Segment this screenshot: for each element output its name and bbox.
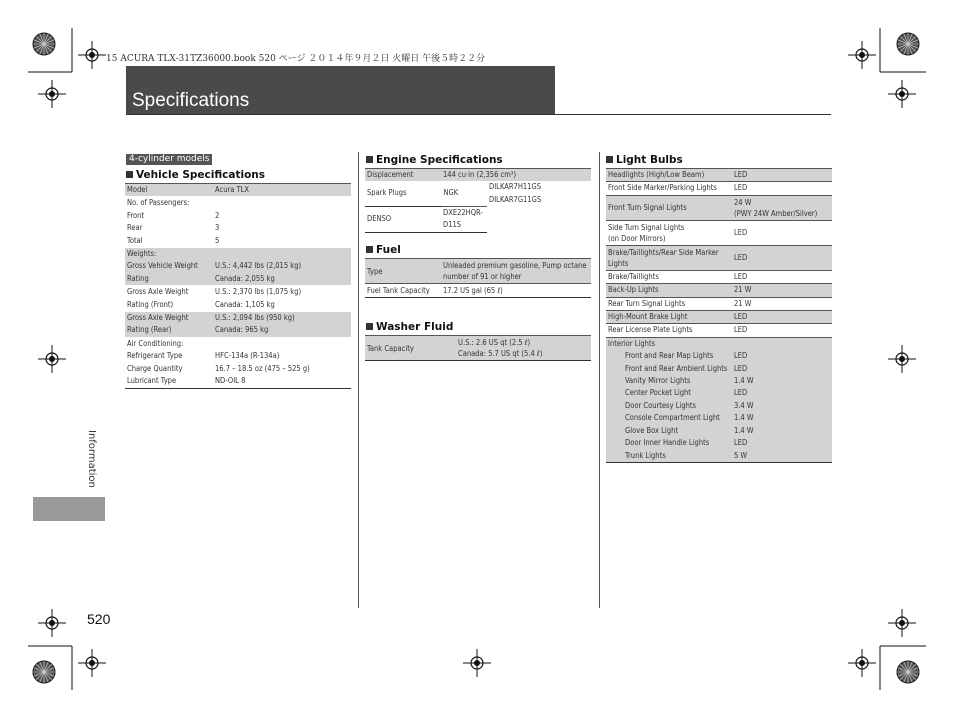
cell-value: LED bbox=[732, 363, 832, 375]
fuel-type-line-1: Unleaded premium gasoline, Pump octane bbox=[443, 261, 587, 270]
cell-label-line: Brake/Taillights/Rear Side Marker bbox=[608, 247, 719, 257]
cell-value bbox=[441, 259, 591, 284]
cell-value: HFC-134a (R-134a) bbox=[215, 351, 280, 361]
cell-label: Interior Lights bbox=[606, 337, 732, 350]
color-rosette-icon bbox=[897, 33, 919, 55]
vehicle-specs-heading-text: Vehicle Specifications bbox=[136, 169, 266, 181]
cell-label: Front Turn Signal Lights bbox=[606, 195, 732, 220]
table-row bbox=[606, 337, 832, 350]
table-row bbox=[606, 220, 832, 245]
cell-value-line: (PWY 24W Amber/Silver) bbox=[734, 208, 818, 218]
cell-value: LED bbox=[732, 270, 832, 283]
registration-target-icon bbox=[46, 353, 58, 365]
table-row bbox=[125, 350, 351, 362]
cell-label: High-Mount Brake Light bbox=[606, 311, 732, 324]
table-row bbox=[125, 312, 351, 325]
vehicle-specs-table bbox=[125, 183, 351, 389]
cell-value: LED bbox=[732, 220, 832, 245]
table-row bbox=[606, 363, 832, 375]
fuel-table bbox=[365, 258, 591, 298]
cell-value bbox=[732, 337, 832, 350]
cell-value: Canada: 1,105 kg bbox=[215, 299, 275, 309]
cell-value: LED bbox=[732, 387, 832, 399]
square-bullet-icon bbox=[366, 156, 373, 163]
cell-value: LED bbox=[732, 324, 832, 337]
cell-label: Displacement bbox=[365, 169, 441, 182]
registration-target-icon bbox=[896, 353, 908, 365]
square-bullet-icon bbox=[366, 323, 373, 330]
registration-target-icon bbox=[896, 88, 908, 100]
section-tab-marker bbox=[33, 497, 105, 521]
table-row bbox=[606, 195, 832, 220]
cell-value: Acura TLX bbox=[213, 184, 351, 197]
cell-label: Rating (Front) bbox=[127, 299, 174, 309]
cell-value: 17.2 US gal (65 ℓ) bbox=[441, 284, 591, 298]
table-row bbox=[606, 412, 832, 424]
square-bullet-icon bbox=[366, 246, 373, 253]
cell-label: Gross Axle Weight bbox=[125, 286, 213, 299]
table-row bbox=[606, 169, 832, 182]
cell-value: LED bbox=[732, 182, 832, 195]
title-bar bbox=[126, 66, 555, 114]
cell-label: Console Compartment Light bbox=[606, 412, 732, 424]
table-row bbox=[125, 260, 351, 272]
cell-value: DILKAR7H11GS bbox=[489, 182, 542, 192]
cell-label: Fuel Tank Capacity bbox=[365, 284, 441, 298]
cell-label: Model bbox=[125, 184, 213, 197]
cell-label-line: (on Door Mirrors) bbox=[608, 233, 666, 243]
cell-value: 1.4 W bbox=[732, 375, 832, 387]
table-row bbox=[125, 222, 351, 234]
cell-value: Canada: 2,055 kg bbox=[213, 273, 351, 286]
cell-label: Rear License Plate Lights bbox=[606, 324, 732, 337]
registration-target-icon bbox=[856, 49, 868, 61]
table-row bbox=[365, 206, 591, 232]
registration-target-icon bbox=[896, 617, 908, 629]
registration-target-icon bbox=[46, 617, 58, 629]
cell-value: LED bbox=[732, 437, 832, 449]
cell-sub-label: DENSO bbox=[365, 206, 441, 232]
cell-value: 3.4 W bbox=[732, 400, 832, 412]
cell-label: Rear bbox=[127, 223, 143, 233]
table-row bbox=[606, 297, 832, 310]
table-row bbox=[125, 363, 351, 375]
table-row bbox=[125, 324, 351, 337]
cell-value: 16.7 – 18.5 oz (475 – 525 g) bbox=[215, 363, 310, 373]
table-row bbox=[125, 375, 351, 388]
cell-label: Trunk Lights bbox=[606, 450, 732, 463]
cell-label: Glove Box Light bbox=[606, 425, 732, 437]
table-row bbox=[606, 324, 832, 337]
table-row bbox=[125, 197, 351, 210]
cell-value bbox=[456, 336, 591, 361]
table-row bbox=[365, 284, 591, 298]
engine-specs-heading-text: Engine Specifications bbox=[376, 154, 503, 166]
cell-value-line: 24 W bbox=[734, 197, 752, 207]
cell-label: Spark Plugs bbox=[365, 181, 441, 206]
cell-sub-label: NGK bbox=[441, 181, 487, 206]
table-row bbox=[365, 169, 591, 182]
cell-label: Front and Rear Map Lights bbox=[606, 350, 732, 362]
cell-label bbox=[606, 220, 732, 245]
washer-fluid-heading bbox=[366, 321, 453, 333]
cell-value bbox=[213, 337, 351, 350]
table-row bbox=[125, 235, 351, 248]
cell-label-line: Side Turn Signal Lights bbox=[608, 222, 685, 232]
table-row bbox=[365, 259, 591, 284]
table-row bbox=[606, 425, 832, 437]
table-row bbox=[606, 400, 832, 412]
engine-specs-heading bbox=[366, 154, 503, 166]
cell-value: 2 bbox=[215, 210, 220, 220]
cell-label bbox=[606, 245, 732, 270]
table-row bbox=[125, 286, 351, 299]
cell-value: LED bbox=[732, 311, 832, 324]
cell-value: 21 W bbox=[732, 297, 832, 310]
color-rosette-icon bbox=[33, 661, 55, 683]
model-badge: 4-cylinder models bbox=[126, 154, 212, 165]
cell-value: DXE22HQR-D11S bbox=[441, 206, 487, 232]
table-row bbox=[606, 437, 832, 449]
title-rule bbox=[126, 114, 831, 115]
fuel-type-line-2: number of 91 or higher bbox=[443, 272, 522, 281]
registration-target-icon bbox=[86, 657, 98, 669]
cell-label: Gross Vehicle Weight bbox=[125, 260, 213, 272]
cell-label: Front and Rear Ambient Lights bbox=[606, 363, 732, 375]
cell-label: Lubricant Type bbox=[125, 375, 213, 388]
cell-value: 1.4 W bbox=[732, 425, 832, 437]
column-divider-2 bbox=[599, 152, 600, 608]
light-bulbs-heading bbox=[606, 154, 683, 166]
table-row bbox=[606, 350, 832, 362]
cell-label: Type bbox=[365, 259, 441, 284]
cell-value: LED bbox=[732, 350, 832, 362]
cell-label: No. of Passengers: bbox=[125, 197, 213, 210]
cell-label: Air Conditioning: bbox=[125, 337, 213, 350]
fuel-heading bbox=[366, 244, 401, 256]
table-row bbox=[606, 375, 832, 387]
cell-label-line: Lights bbox=[608, 258, 629, 268]
cell-label: Rear Turn Signal Lights bbox=[606, 297, 732, 310]
table-row bbox=[606, 182, 832, 195]
cell-label: Vanity Mirror Lights bbox=[606, 375, 732, 387]
cell-label: Front Side Marker/Parking Lights bbox=[606, 182, 732, 195]
washer-value-line-1: U.S.: 2.6 US qt (2.5 ℓ) bbox=[458, 338, 531, 347]
page-number: 520 bbox=[87, 611, 111, 627]
registration-target-icon bbox=[46, 88, 58, 100]
vehicle-specs-heading bbox=[126, 169, 265, 181]
cell-value bbox=[732, 195, 832, 220]
cell-label: Refrigerant Type bbox=[127, 351, 183, 361]
table-row bbox=[125, 210, 351, 222]
cell-label: Center Pocket Light bbox=[606, 387, 732, 399]
cell-value: 21 W bbox=[732, 284, 832, 297]
table-row bbox=[125, 337, 351, 350]
table-row bbox=[365, 336, 591, 361]
fuel-heading-text: Fuel bbox=[376, 244, 401, 256]
cell-label: Headlights (High/Low Beam) bbox=[606, 169, 732, 182]
table-row bbox=[125, 273, 351, 286]
section-tab-label: Information bbox=[86, 430, 97, 488]
registration-target-icon bbox=[471, 657, 483, 669]
cell-value: DILKAR7G11GS bbox=[489, 194, 542, 204]
cell-label: Back-Up Lights bbox=[606, 284, 732, 297]
table-row bbox=[606, 311, 832, 324]
washer-value-line-2: Canada: 5.7 US qt (5.4 ℓ) bbox=[458, 349, 543, 358]
table-row bbox=[365, 181, 591, 193]
cell-label: Brake/Taillights bbox=[606, 270, 732, 283]
cell-label: Rating (Rear) bbox=[125, 324, 213, 337]
table-row bbox=[606, 387, 832, 399]
table-row bbox=[606, 270, 832, 283]
light-bulbs-table bbox=[606, 168, 832, 463]
washer-fluid-heading-text: Washer Fluid bbox=[376, 321, 454, 333]
table-row bbox=[125, 248, 351, 261]
cell-label: Door Inner Handle Lights bbox=[606, 437, 732, 449]
washer-fluid-table bbox=[365, 335, 591, 361]
color-rosette-icon bbox=[33, 33, 55, 55]
cell-value bbox=[213, 248, 351, 261]
cell-value: 5 bbox=[215, 235, 220, 245]
cell-value: U.S.: 4,442 lbs (2,015 kg) bbox=[213, 260, 351, 272]
cell-label: Total bbox=[127, 235, 143, 245]
cell-value: 1.4 W bbox=[732, 412, 832, 424]
table-row bbox=[125, 299, 351, 312]
light-bulbs-heading-text: Light Bulbs bbox=[616, 154, 683, 166]
cell-value: 5 W bbox=[732, 450, 832, 463]
table-row bbox=[125, 184, 351, 197]
cell-label: Tank Capacity bbox=[365, 336, 456, 361]
cell-value: Canada: 965 kg bbox=[213, 324, 351, 337]
registration-target-icon bbox=[86, 49, 98, 61]
cell-label: Charge Quantity bbox=[127, 363, 183, 373]
registration-target-icon bbox=[856, 657, 868, 669]
cell-label: Rating bbox=[125, 273, 213, 286]
cell-value bbox=[213, 197, 351, 210]
cell-value: LED bbox=[732, 169, 832, 182]
table-row bbox=[606, 245, 832, 270]
cell-label: Front bbox=[127, 210, 144, 220]
cell-value: 3 bbox=[215, 223, 220, 233]
color-rosette-icon bbox=[897, 661, 919, 683]
table-row bbox=[606, 450, 832, 463]
table-row bbox=[606, 284, 832, 297]
cell-value: U.S.: 2,094 lbs (950 kg) bbox=[213, 312, 351, 325]
cell-value: 144 cu·in (2,356 cm³) bbox=[441, 169, 591, 182]
engine-specs-table bbox=[365, 168, 591, 233]
cell-value: ND-OIL 8 bbox=[213, 375, 351, 388]
square-bullet-icon bbox=[126, 171, 133, 178]
page-title: Specifications bbox=[132, 90, 250, 111]
cell-value: U.S.: 2,370 lbs (1,075 kg) bbox=[213, 286, 351, 299]
column-divider-1 bbox=[358, 152, 359, 608]
cell-value: LED bbox=[732, 245, 832, 270]
square-bullet-icon bbox=[606, 156, 613, 163]
cell-label: Gross Axle Weight bbox=[125, 312, 213, 325]
cell-label: Weights: bbox=[125, 248, 213, 261]
cell-label: Door Courtesy Lights bbox=[606, 400, 732, 412]
print-header: 15 ACURA TLX-31TZ36000.book 520 ページ ２０１４年９月２日 火曜日 午後５時２２分 bbox=[106, 54, 486, 64]
